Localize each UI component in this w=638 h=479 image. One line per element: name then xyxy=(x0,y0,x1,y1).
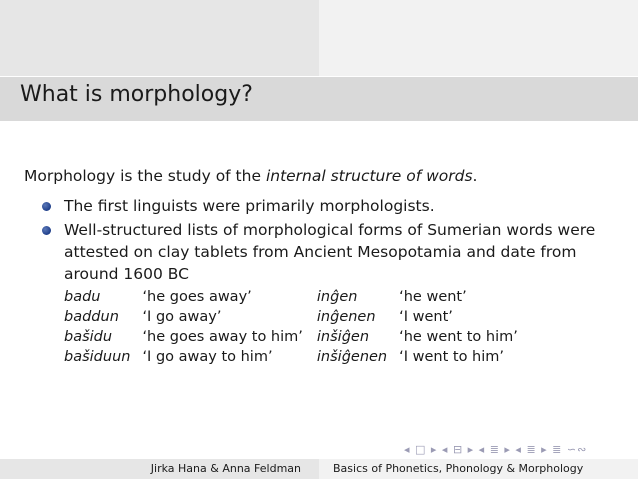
bullet-icon xyxy=(42,202,51,211)
header-left-panel xyxy=(0,0,319,76)
sumerian-form: baddun xyxy=(64,309,119,325)
bullet-list xyxy=(24,195,624,285)
gloss: ‘I went’ xyxy=(399,309,453,325)
footer-left xyxy=(0,459,319,479)
gloss: ‘I went to him’ xyxy=(399,349,505,365)
table-row xyxy=(64,347,530,367)
footer xyxy=(0,459,638,479)
sumerian-examples-table xyxy=(64,287,530,367)
gloss: ‘I go away’ xyxy=(142,309,222,325)
sumerian-form: inšiĝenen xyxy=(316,349,388,365)
beamer-navigation-icons[interactable]: ◂ □ ▸ ◂ ⊟ ▸ ◂ ≣ ▸ ◂ ≣ ▸ ≣ ∽∾ xyxy=(404,443,588,456)
gloss: ‘he went’ xyxy=(399,289,467,305)
table-row xyxy=(64,327,530,347)
intro-sentence xyxy=(24,165,624,187)
footer-authors: Jirka Hana & Anna Feldman xyxy=(150,462,301,475)
title-bar xyxy=(0,77,638,121)
intro-emphasis: internal structure of words xyxy=(265,167,473,185)
sumerian-form: inĝenen xyxy=(316,309,376,325)
sumerian-form: badu xyxy=(64,289,101,305)
slide-title: What is morphology? xyxy=(20,82,253,107)
bullet-item xyxy=(24,195,624,217)
bullet-icon xyxy=(42,226,51,235)
sumerian-form: bašiduun xyxy=(64,349,131,365)
footer-right xyxy=(319,459,638,479)
gloss: ‘he goes away’ xyxy=(142,289,252,305)
sumerian-form: inĝen xyxy=(316,289,358,305)
footer-talk-title: Basics of Phonetics, Phonology & Morphology xyxy=(333,462,584,475)
gloss: ‘he went to him’ xyxy=(399,329,518,345)
sumerian-form: inšiĝen xyxy=(316,329,370,345)
bullet-item xyxy=(24,219,624,285)
slide-content xyxy=(24,165,624,367)
bullet-text: The first linguists were primarily morphologists. xyxy=(64,197,435,215)
gloss: ‘I go away to him’ xyxy=(142,349,273,365)
table-row xyxy=(64,307,530,327)
header-right-panel xyxy=(319,0,638,76)
sumerian-form: bašidu xyxy=(64,329,113,345)
intro-suffix: . xyxy=(472,167,478,185)
gloss: ‘he goes away to him’ xyxy=(142,329,303,345)
intro-prefix: Morphology is the study of the xyxy=(24,167,266,185)
bullet-text: Well-structured lists of morphological forms of Sumerian words were attested on clay tablets from Ancient Mesopotamia and date from around 1600 BC xyxy=(64,221,596,283)
table-row xyxy=(64,287,530,307)
